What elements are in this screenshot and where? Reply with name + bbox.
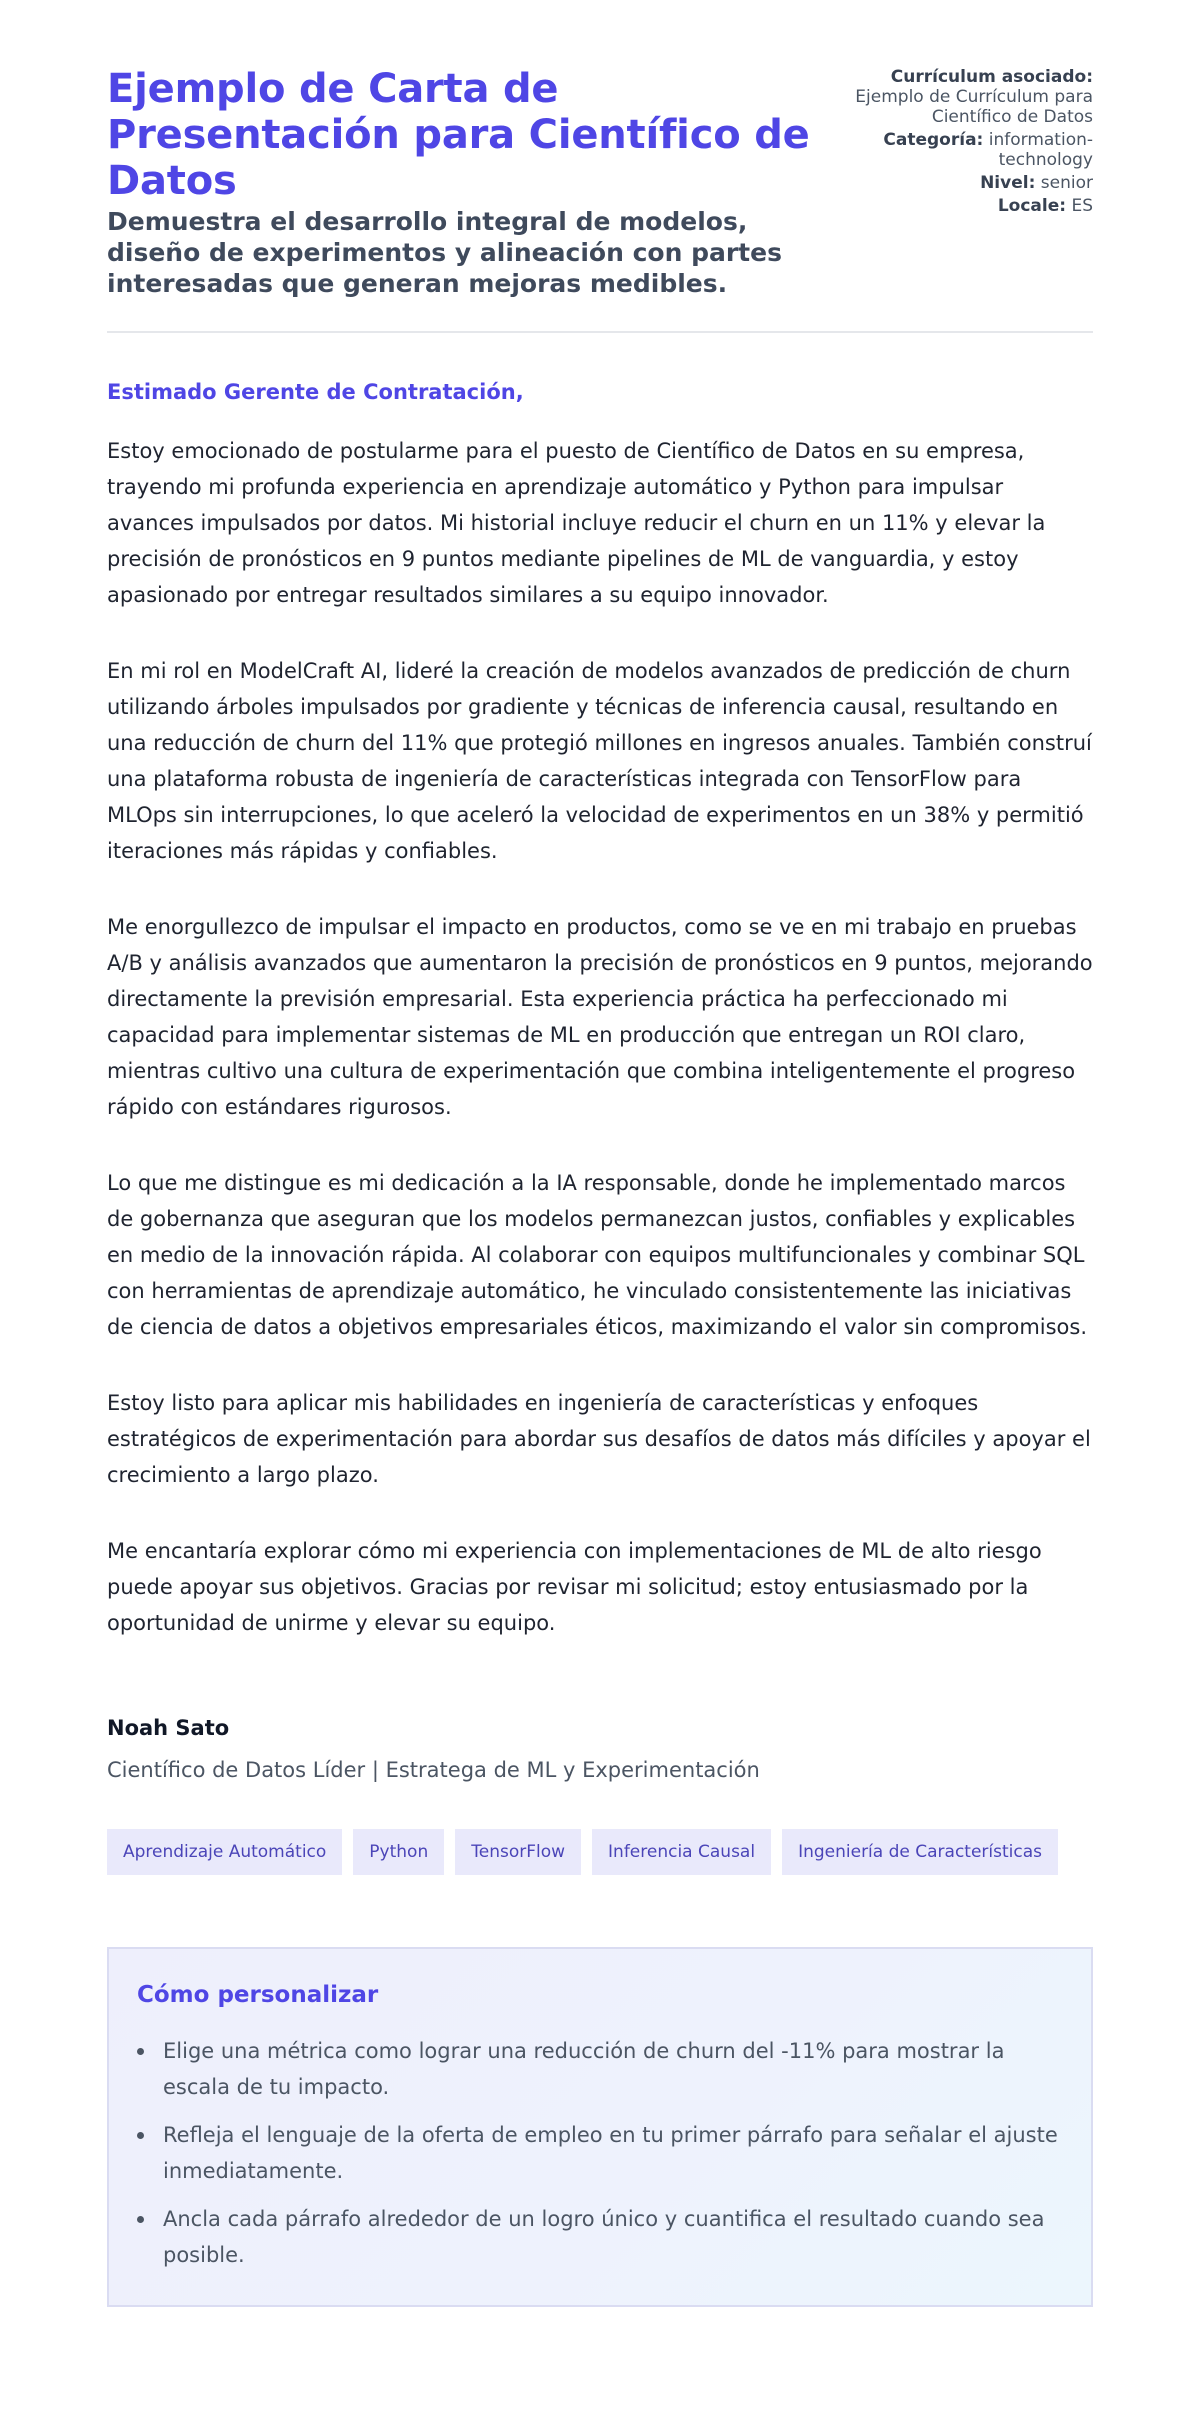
document-header [107,66,1093,333]
bullet-icon [137,2132,144,2139]
skill-tag: Aprendizaje Automático [107,1829,342,1875]
metadata-panel [843,67,1093,219]
meta-category [843,130,1093,170]
signature-name: Noah Sato [107,1716,230,1740]
meta-resume-label: Currículum asociado: [890,67,1093,87]
header-titles [107,66,827,299]
letter-paragraph: Estoy emocionado de postularme para el puesto de Científico de Datos en su empresa, trayendo mi profunda experiencia en aprendizaje automático y Python para impulsar avances impulsados por datos. Mi historial incluye reducir el churn en un 11% y elevar la precisión de pronósticos en 9 puntos mediante pipelines de ML de vanguardia, y estoy apasionado por entregar resultados similares a su equipo innovador. [107,439,1046,607]
meta-category-value: information-technology [988,130,1093,170]
bullet-icon [137,2216,144,2223]
tips-list-item [137,2201,1063,2273]
tips-list [137,2033,1063,2273]
letter-paragraph: Estoy listo para aplicar mis habilidades en ingeniería de características y enfoques estratégicos de experimentación para abordar sus desafíos de datos más difíciles y apoyar el crecimiento a largo plazo. [107,1391,1091,1487]
meta-locale-label: Locale: [997,196,1067,216]
letter-paragraph: En mi rol en ModelCraft AI, lideré la creación de modelos avanzados de predicción de churn utilizando árboles impulsados por gradiente y técnicas de inferencia causal, resultando en una reducción de churn del 11% que protegió millones en ingresos anuales. También construí una plataforma robusta de ingeniería de características integrada con TensorFlow para MLOps sin interrupciones, lo que aceleró la velocidad de experimentos en un 38% y permitió iteraciones más rápidas y confiables. [107,659,1092,863]
tips-title: Cómo personalizar [137,1982,379,2008]
tips-list-item [137,2117,1063,2189]
meta-resume [843,67,1093,127]
letter-paragraph: Me enorgullezco de impulsar el impacto en productos, como se ve en mi trabajo en pruebas A/B y análisis avanzados que aumentaron la precisión de pronósticos en 9 puntos, mejorando directamente la previsión empresarial. Esta experiencia práctica ha perfeccionado mi capacidad para implementar sistemas de ML en producción que entregan un ROI claro, mientras cultivo una cultura de experimentación que combina inteligentemente el progreso rápido con estándares rigurosos. [107,915,1093,1119]
customization-tips-box [107,1947,1093,2307]
page-subtitle: Demuestra el desarrollo integral de modelos, diseño de experimentos y alineación con partes interesadas que generan mejoras medibles. [107,207,782,298]
signature-block [107,1715,1093,1783]
meta-level [843,173,1093,193]
meta-locale-value: ES [1071,196,1093,216]
skill-tag: Ingeniería de Características [782,1829,1058,1875]
meta-locale [843,196,1093,216]
skill-tag: Inferencia Causal [592,1829,771,1875]
bullet-icon [137,2048,144,2055]
meta-category-label: Categoría: [883,130,984,150]
letter-paragraph: Me encantaría explorar cómo mi experiencia con implementaciones de ML de alto riesgo puede apoyar sus objetivos. Gracias por revisar mi solicitud; estoy entusiasmado por la oportunidad de unirme y elevar su equipo. [107,1539,1042,1635]
signature-title: Científico de Datos Líder | Estratega de ML y Experimentación [107,1758,760,1782]
meta-level-label: Nivel: [980,173,1036,193]
meta-resume-value: Ejemplo de Currículum para Científico de Datos [855,87,1093,127]
tips-list-item [137,2033,1063,2105]
page-title: Ejemplo de Carta de Presentación para Científico de Datos [107,66,810,204]
letter-paragraph: Lo que me distingue es mi dedicación a la IA responsable, donde he implementado marcos de gobernanza que aseguran que los modelos permanezcan justos, confiables y explicables en medio de la innovación rápida. Al colaborar con equipos multifuncionales y combinar SQL con herramientas de aprendizaje automático, he vinculado consistentemente las iniciativas de ciencia de datos a objetivos empresariales éticos, maximizando el valor sin compromisos. [107,1171,1088,1339]
letter-body [107,333,1093,1641]
skill-tag: Python [353,1829,444,1875]
skill-tags [107,1829,1093,1875]
skill-tag: TensorFlow [455,1829,581,1875]
tip-text: Ancla cada párrafo alrededor de un logro único y cuantifica el resultado cuando sea posible. [163,2207,1045,2267]
tip-text: Refleja el lenguaje de la oferta de empleo en tu primer párrafo para señalar el ajuste inmediatamente. [163,2123,1058,2183]
letter-greeting: Estimado Gerente de Contratación, [107,380,524,404]
meta-level-value: senior [1040,173,1093,193]
tip-text: Elige una métrica como lograr una reducción de churn del -11% para mostrar la escala de tu impacto. [163,2039,1005,2099]
